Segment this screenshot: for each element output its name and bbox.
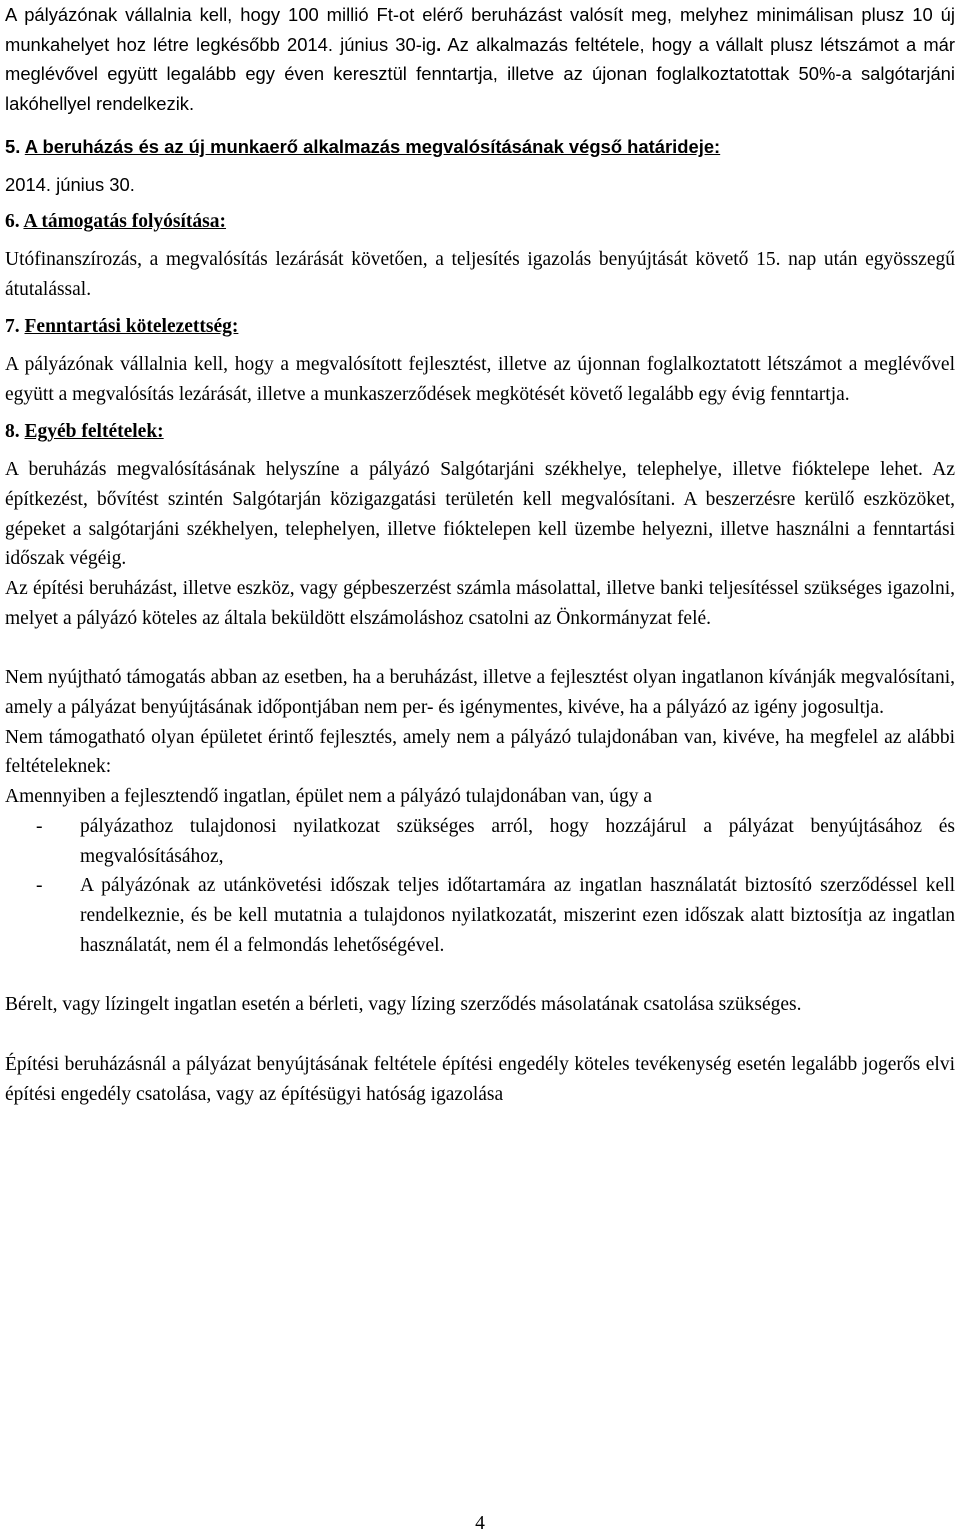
- section-5-body: 2014. június 30.: [5, 173, 135, 195]
- document-page: [5, 0, 955, 1110]
- intro-paragraph: A pályázónak vállalnia kell, hogy 100 millió Ft-ot elérő beruházást valósít meg, melyhez minimálisan plusz 10 új munkahelyet hoz létre legkésőbb 2014. június 30-ig. Az alkalmazás feltétele, hogy a vállalt plusz létszámot a már meglévővel együtt legalább egy éven keresztül fenntartja, illetve az újonan foglalkoztatottak 50%-a salgótarjáni lakóhellyel rendelkezik.: [5, 4, 955, 115]
- section-8-paragraph-ownership: Nem támogatható olyan épületet érintő fejlesztés, amely nem a pályázó tulajdonában van, kivéve, ha megfelel az alábbi feltételeknek:: [5, 726, 955, 778]
- list-item: - A pályázónak az utánkövetési időszak teljes időtartamára az ingatlan használatát biztosító szerződéssel kell rendelkeznie, és be kell mutatnia a tulajdonos nyilatkozatát, miszerint ezen időszak alatt biztosítja az ingatlan használatát, nem él a felmondás lehetőségével.: [36, 875, 955, 956]
- section-8-paragraph-condition: Amennyiben a fejlesztendő ingatlan, épület nem a pályázó tulajdonában van, úgy a: [5, 786, 653, 808]
- section-8-paragraph-location: A beruházás megvalósításának helyszíne a pályázó Salgótarjáni székhelye, telephelye, illetve fióktelepe lehet. Az építkezést, bővítést szintén Salgótarján közigazgatási területén kell megvalósítani. A beszerzésre kerülő eszközöket, gépeket a salgótarjáni székhelyen, telephelyen, illetve fióktelepen kell üzembe helyezni, illetve használni a fenntartási időszak végéig.: [5, 459, 955, 570]
- list-item: - pályázathoz tulajdonosi nyilatkozat szükséges arról, hogy hozzájárul a pályázat benyújtásához és megvalósításához,: [36, 815, 955, 867]
- section-8-paragraph-invoices: Az építési beruházást, illetve eszköz, vagy gépbeszerzést számla másolattal, illetve banki teljesítéssel szükséges igazolni, melyet a pályázó köteles az általa beküldött elszámoláshoz csatolni az Önkormányzat felé.: [5, 577, 955, 629]
- conditions-list: [5, 812, 955, 961]
- section-8-paragraph-lease: Bérelt, vagy lízingelt ingatlan esetén a bérleti, vagy lízing szerződés másolatának csatolása szükséges.: [5, 994, 802, 1016]
- section-5-heading: 5. A beruházás és az új munkaerő alkalmazás megvalósításának végső határideje:: [5, 135, 721, 157]
- page-number: 4: [475, 1513, 485, 1534]
- section-7-heading: 7. Fenntartási kötelezettség:: [5, 316, 239, 338]
- section-6-body: Utófinanszírozás, a megvalósítás lezárását követően, a teljesítés igazolás benyújtását követő 15. nap után egyösszegű átutalással.: [5, 248, 955, 300]
- section-6-heading: 6. A támogatás folyósítása:: [5, 211, 227, 233]
- section-8-paragraph-encumbrance: Nem nyújtható támogatás abban az esetben, ha a beruházást, illetve a fejlesztést olyan ingatlanon kívánják megvalósítani, amely a pályázat benyújtásának időpontjában nem per- és igénymentes, kivéve, ha a pályázó az igény jogosultja.: [5, 667, 955, 719]
- section-8-paragraph-permit: Építési beruházásnál a pályázat benyújtásának feltétele építési engedély köteles tevékenység esetén legalább jogerős elvi építési engedély csatolása, vagy az építésügyi hatóság igazolása: [5, 1054, 955, 1105]
- section-7-body: A pályázónak vállalnia kell, hogy a megvalósított fejlesztést, illetve az újonnan foglalkoztatott létszámot a meglévővel együtt a megvalósítás lezárását, illetve a munkaszerződések megkötését követő legalább egy évig fenntartja.: [5, 354, 955, 405]
- section-8-heading: 8. Egyéb feltételek:: [5, 421, 164, 443]
